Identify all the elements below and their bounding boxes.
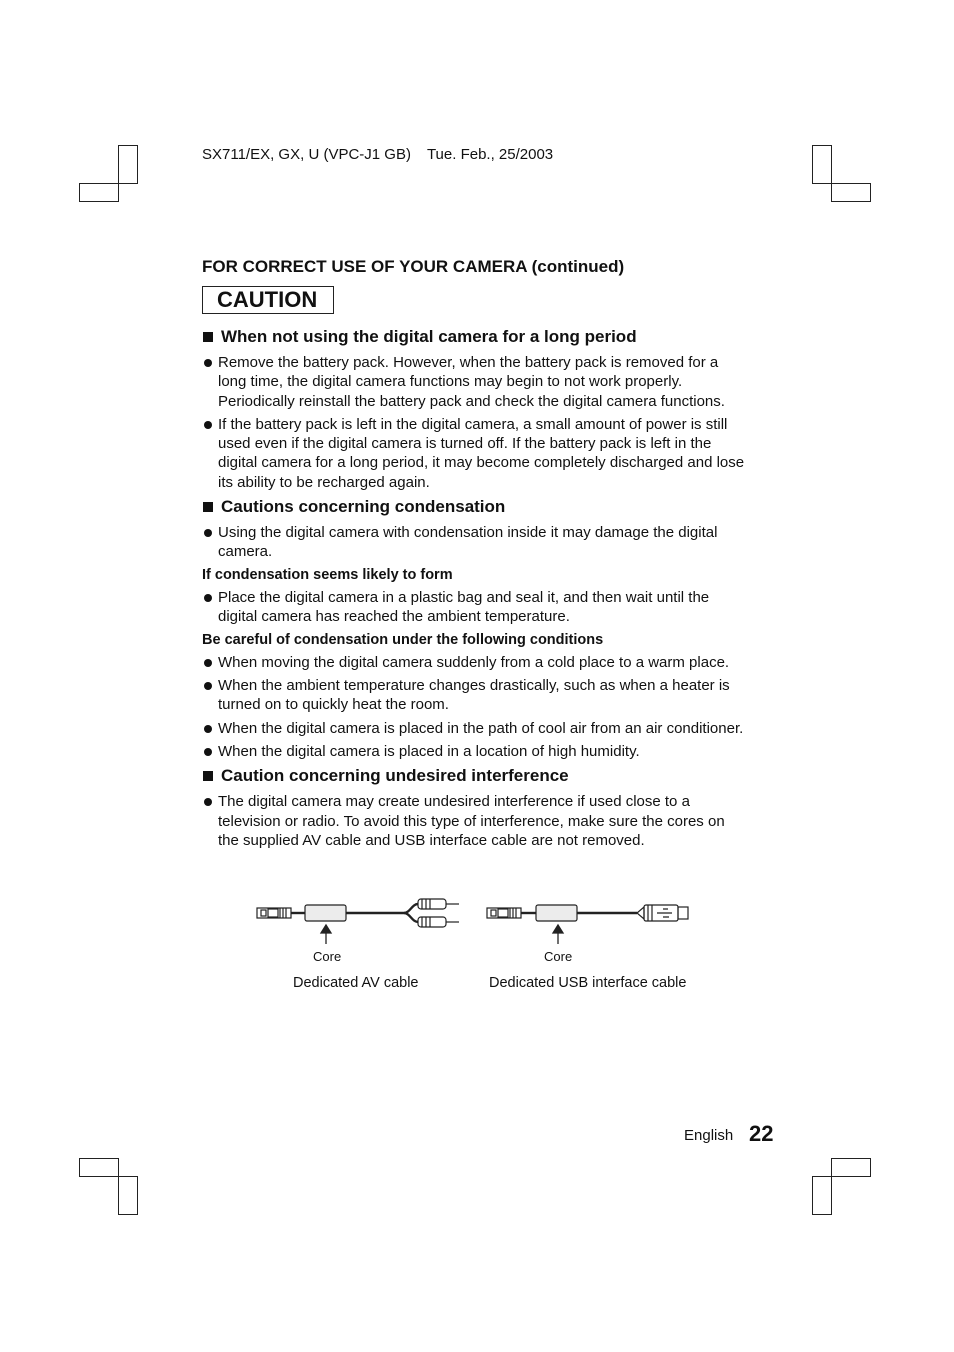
list-item-text: The digital camera may create undesired interference if used close to a television or radio. To avoid this type of interference, make sure the cores on the supplied AV cable and USB interface cable are not removed. bbox=[218, 793, 725, 849]
header-date: Tue. Feb., 25/2003 bbox=[426, 146, 554, 163]
heading-interference bbox=[202, 765, 747, 787]
list-item bbox=[202, 588, 747, 627]
subheading-conditions: Be careful of condensation under the following conditions bbox=[202, 631, 604, 648]
page-number: 22 bbox=[749, 1121, 774, 1146]
square-bullet-icon bbox=[203, 502, 213, 512]
bullet-list bbox=[202, 588, 747, 627]
usb-cable-caption: Dedicated USB interface cable bbox=[489, 975, 687, 991]
crop-mark-bottom-right-b bbox=[812, 1176, 832, 1215]
bullet-dot-icon bbox=[204, 421, 212, 429]
list-item bbox=[202, 719, 747, 738]
crop-mark-top-right-a bbox=[812, 145, 832, 184]
list-item-text: When the digital camera is placed in a location of high humidity. bbox=[218, 743, 640, 761]
bullet-list bbox=[202, 353, 747, 492]
list-item-text: Using the digital camera with condensation inside it may damage the digital camera. bbox=[218, 524, 718, 561]
list-item bbox=[202, 353, 747, 411]
square-bullet-icon bbox=[203, 771, 213, 781]
av-core-label: Core bbox=[313, 949, 342, 964]
print-header bbox=[202, 146, 553, 163]
heading-long-period bbox=[202, 326, 747, 348]
bullet-dot-icon bbox=[204, 529, 212, 537]
bullet-dot-icon bbox=[204, 798, 212, 806]
bullet-dot-icon bbox=[204, 594, 212, 602]
bullet-dot-icon bbox=[204, 682, 212, 690]
crop-mark-top-left-a bbox=[118, 145, 138, 184]
list-item bbox=[202, 792, 747, 850]
list-item bbox=[202, 415, 747, 492]
footer-language: English bbox=[684, 1127, 734, 1144]
av-cable-caption: Dedicated AV cable bbox=[293, 975, 419, 991]
list-item-text: When the digital camera is placed in the path of cool air from an air conditioner. bbox=[218, 719, 744, 737]
square-bullet-icon bbox=[203, 332, 213, 342]
list-item-text: Remove the battery pack. However, when the battery pack is removed for a long time, the digital camera functions may begin to not work properly. Periodically reinstall the battery pack and check the digital camera functions. bbox=[218, 354, 725, 410]
heading-text: Caution concerning undesired interference bbox=[221, 766, 569, 786]
bullet-list bbox=[202, 792, 747, 850]
crop-mark-top-left-b bbox=[79, 183, 119, 202]
crop-mark-bottom-right-a bbox=[831, 1158, 871, 1177]
heading-condensation bbox=[202, 496, 747, 518]
list-item bbox=[202, 653, 747, 672]
list-item-text: If the battery pack is left in the digital camera, a small amount of power is still used even if the digital camera is turned off. If the battery pack is left in the digital camera for a long period, it may become completely discharged and lose its ability to be recharged again. bbox=[218, 415, 745, 491]
crop-mark-top-right-b bbox=[831, 183, 871, 202]
list-item-text: Place the digital camera in a plastic bag and seal it, and then wait until the digital camera has reached the ambient temperature. bbox=[218, 588, 710, 626]
bullet-dot-icon bbox=[204, 359, 212, 367]
bullet-dot-icon bbox=[204, 725, 212, 733]
list-item-text: When moving the digital camera suddenly from a cold place to a warm place. bbox=[218, 653, 730, 671]
list-item bbox=[202, 742, 747, 761]
av-cable-illustration bbox=[252, 895, 467, 950]
crop-mark-bottom-left-b bbox=[118, 1176, 138, 1215]
usb-cable-illustration bbox=[482, 895, 697, 950]
heading-text: Cautions concerning condensation bbox=[221, 497, 506, 517]
section-title: FOR CORRECT USE OF YOUR CAMERA (continued) bbox=[202, 257, 625, 276]
caution-label: CAUTION bbox=[202, 286, 334, 314]
usb-core-label: Core bbox=[544, 949, 573, 964]
bullet-list bbox=[202, 653, 747, 761]
list-item bbox=[202, 523, 747, 562]
list-item bbox=[202, 676, 747, 715]
list-item-text: When the ambient temperature changes drastically, such as when a heater is turned on to quickly heat the room. bbox=[218, 677, 730, 714]
crop-mark-bottom-left-a bbox=[79, 1158, 119, 1177]
subheading-likely-to-form: If condensation seems likely to form bbox=[202, 566, 453, 583]
page-content bbox=[202, 256, 747, 854]
header-model: SX711/EX, GX, U (VPC-J1 GB) bbox=[202, 146, 411, 163]
bullet-list bbox=[202, 523, 747, 562]
bullet-dot-icon bbox=[204, 659, 212, 667]
bullet-dot-icon bbox=[204, 748, 212, 756]
heading-text: When not using the digital camera for a long period bbox=[221, 327, 637, 346]
